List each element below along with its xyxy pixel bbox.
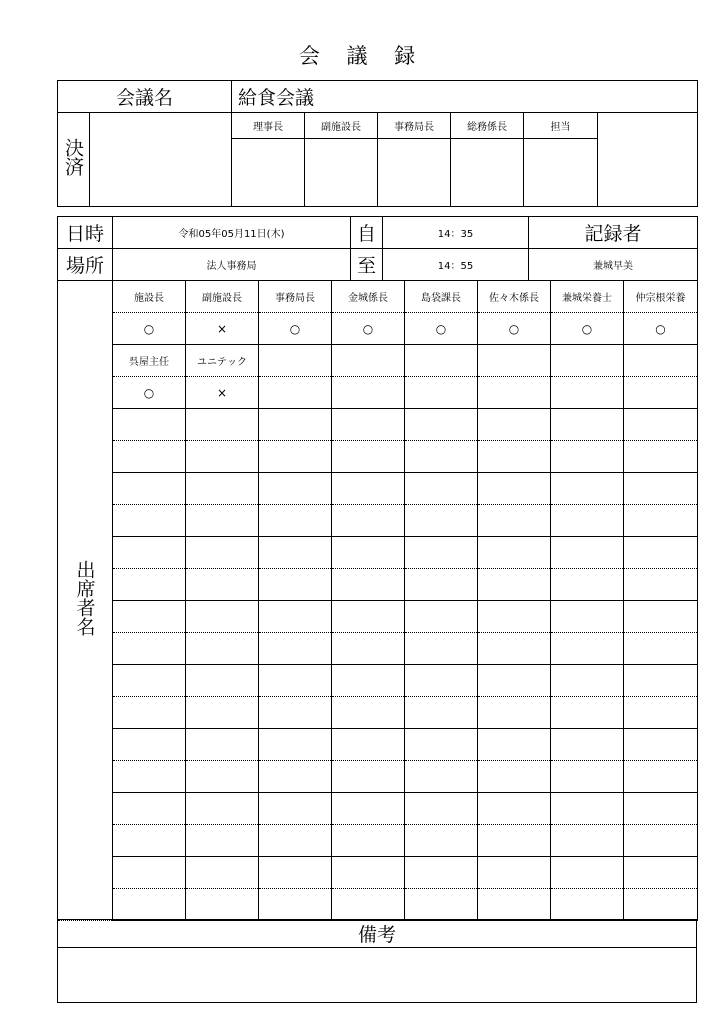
attendee-name-cell[interactable]	[551, 409, 624, 441]
attendee-name-cell[interactable]	[186, 729, 259, 761]
attendance-mark-cell[interactable]	[624, 505, 698, 537]
attendance-mark-cell[interactable]	[186, 697, 259, 729]
attendee-name-cell[interactable]	[405, 729, 478, 761]
attendance-mark-cell[interactable]	[259, 505, 332, 537]
attendee-name-cell[interactable]	[405, 665, 478, 697]
attendance-mark-cell[interactable]	[332, 697, 405, 729]
attendee-name-cell[interactable]	[186, 473, 259, 505]
attendance-mark-cell[interactable]	[113, 441, 186, 473]
attendance-mark-cell[interactable]	[405, 761, 478, 793]
attendee-name-cell[interactable]	[405, 345, 478, 377]
attendance-mark-cell[interactable]	[551, 569, 624, 601]
attendee-name-cell[interactable]	[332, 665, 405, 697]
attendee-name-cell[interactable]	[405, 473, 478, 505]
attendee-name-cell[interactable]	[405, 857, 478, 889]
attendance-mark-cell[interactable]	[478, 569, 551, 601]
stamp-box[interactable]	[378, 139, 451, 207]
attendee-name-cell[interactable]	[624, 409, 698, 441]
attendee-name-cell[interactable]	[551, 345, 624, 377]
attendee-name-cell[interactable]	[624, 793, 698, 825]
attendee-name-cell[interactable]	[113, 537, 186, 569]
attendance-mark-cell[interactable]	[113, 761, 186, 793]
attendance-mark-cell[interactable]	[186, 633, 259, 665]
attendee-name-cell[interactable]	[624, 345, 698, 377]
attendees-label: 出席者名	[58, 281, 113, 921]
attendee-name-cell[interactable]	[624, 857, 698, 889]
attendee-name-cell[interactable]	[332, 409, 405, 441]
attendance-mark-cell[interactable]	[551, 633, 624, 665]
attendance-mark-cell[interactable]	[332, 377, 405, 409]
remarks-area[interactable]	[58, 948, 697, 1003]
attendance-mark-cell[interactable]	[186, 761, 259, 793]
attendance-mark-cell[interactable]	[405, 697, 478, 729]
attendee-name-cell[interactable]	[186, 537, 259, 569]
attendee-name-cell[interactable]	[186, 665, 259, 697]
attendance-mark-cell[interactable]: ○	[332, 313, 405, 345]
attendee-name-cell[interactable]	[624, 601, 698, 633]
attendee-name-cell[interactable]	[332, 601, 405, 633]
attendee-name-cell[interactable]	[478, 857, 551, 889]
attendee-name-cell[interactable]	[113, 409, 186, 441]
attendee-name-cell[interactable]	[478, 537, 551, 569]
attendee-name-cell[interactable]	[551, 857, 624, 889]
attendance-mark-cell[interactable]	[259, 889, 332, 921]
attendee-name-cell[interactable]: 仲宗根栄養	[624, 281, 698, 313]
attendance-mark-cell[interactable]	[186, 505, 259, 537]
attendance-mark-cell[interactable]	[478, 697, 551, 729]
attendee-name-cell[interactable]	[405, 601, 478, 633]
attendance-mark-cell[interactable]	[113, 505, 186, 537]
attendee-name-cell[interactable]: 佐々木係長	[478, 281, 551, 313]
attendance-mark-cell[interactable]	[186, 825, 259, 857]
attendee-name-cell[interactable]	[624, 665, 698, 697]
attendee-name-cell[interactable]	[551, 665, 624, 697]
approval-role: 事務局長	[378, 113, 451, 139]
attendee-name-cell[interactable]	[332, 793, 405, 825]
attendee-name-cell[interactable]	[551, 793, 624, 825]
attendance-mark-cell[interactable]	[405, 569, 478, 601]
approval-role: 担当	[524, 113, 598, 139]
attendee-name-cell[interactable]	[113, 473, 186, 505]
attendee-name-cell[interactable]	[332, 537, 405, 569]
remarks-table	[57, 919, 697, 1003]
attendance-mark-cell[interactable]	[551, 505, 624, 537]
attendance-mark-cell[interactable]: ×	[186, 377, 259, 409]
place-label: 場所	[58, 249, 113, 281]
attendance-mark-cell[interactable]	[551, 889, 624, 921]
approval-blank	[598, 113, 698, 207]
stamp-box[interactable]	[305, 139, 378, 207]
attendance-mark-cell[interactable]: ○	[259, 313, 332, 345]
attendee-name-cell[interactable]	[259, 793, 332, 825]
attendance-mark-cell[interactable]	[332, 633, 405, 665]
end-time[interactable]: 14：55	[383, 249, 529, 281]
attendance-mark-cell[interactable]	[478, 377, 551, 409]
attendee-name-cell[interactable]	[186, 409, 259, 441]
attendee-name-cell[interactable]	[478, 601, 551, 633]
attendance-mark-cell[interactable]	[332, 569, 405, 601]
attendee-name-cell[interactable]: 金城係長	[332, 281, 405, 313]
attendance-mark-cell[interactable]	[624, 569, 698, 601]
attendee-name-cell[interactable]	[332, 473, 405, 505]
attendance-mark-cell[interactable]: ○	[113, 313, 186, 345]
approval-role: 理事長	[232, 113, 305, 139]
attendee-name-cell[interactable]	[624, 473, 698, 505]
attendance-mark-cell[interactable]	[478, 761, 551, 793]
attendee-name-cell[interactable]	[551, 473, 624, 505]
attendance-mark-cell[interactable]	[478, 633, 551, 665]
info-table	[57, 216, 698, 281]
attendee-name-cell[interactable]	[332, 729, 405, 761]
attendance-mark-cell[interactable]	[259, 441, 332, 473]
attendance-mark-cell[interactable]	[551, 377, 624, 409]
attendee-name-cell[interactable]	[113, 665, 186, 697]
attendee-name-cell[interactable]	[478, 473, 551, 505]
attendee-name-cell[interactable]	[186, 793, 259, 825]
attendance-mark-cell[interactable]	[551, 441, 624, 473]
datetime-value[interactable]: 令和05年05月11日(木)	[113, 217, 351, 249]
attendance-mark-cell[interactable]	[259, 377, 332, 409]
attendee-name-cell[interactable]: 島袋課長	[405, 281, 478, 313]
approval-role: 総務係長	[451, 113, 524, 139]
attendee-name-cell[interactable]: 兼城栄養士	[551, 281, 624, 313]
attendee-name-cell[interactable]	[478, 793, 551, 825]
attendee-name-cell[interactable]	[113, 793, 186, 825]
recorder-label: 記録者	[529, 217, 698, 249]
attendance-mark-cell[interactable]: ○	[624, 313, 698, 345]
attendee-name-cell[interactable]	[259, 409, 332, 441]
attendance-mark-cell[interactable]: ○	[478, 313, 551, 345]
attendance-mark-cell[interactable]	[186, 569, 259, 601]
attendee-name-cell[interactable]	[478, 665, 551, 697]
attendance-mark-cell[interactable]	[113, 697, 186, 729]
attendance-mark-cell[interactable]	[332, 761, 405, 793]
attendance-mark-cell[interactable]	[405, 825, 478, 857]
attendee-name-cell[interactable]	[259, 345, 332, 377]
attendees-table	[57, 280, 698, 921]
attendance-mark-cell[interactable]	[186, 889, 259, 921]
attendance-mark-cell[interactable]	[259, 761, 332, 793]
attendee-name-cell[interactable]	[478, 729, 551, 761]
attendance-mark-cell[interactable]: ○	[113, 377, 186, 409]
attendee-name-cell[interactable]	[259, 857, 332, 889]
attendance-mark-cell[interactable]: ○	[551, 313, 624, 345]
attendee-name-cell[interactable]: ユニテック	[186, 345, 259, 377]
attendee-name-cell[interactable]: 事務局長	[259, 281, 332, 313]
meeting-name-label: 会議名	[58, 81, 232, 113]
attendee-name-cell[interactable]: 施設長	[113, 281, 186, 313]
attendee-name-cell[interactable]	[259, 601, 332, 633]
end-label: 至	[351, 249, 383, 281]
stamp-box[interactable]	[524, 139, 598, 207]
datetime-label: 日時	[58, 217, 113, 249]
attendee-name-cell[interactable]: 副施設長	[186, 281, 259, 313]
attendance-mark-cell[interactable]	[551, 697, 624, 729]
attendance-mark-cell[interactable]	[405, 377, 478, 409]
attendance-mark-cell[interactable]: ×	[186, 313, 259, 345]
place-value[interactable]: 法人事務局	[113, 249, 351, 281]
attendance-mark-cell[interactable]	[113, 889, 186, 921]
attendee-name-cell[interactable]	[405, 409, 478, 441]
attendance-mark-cell[interactable]	[332, 441, 405, 473]
attendee-name-cell[interactable]	[259, 537, 332, 569]
approval-blank	[90, 113, 232, 207]
attendance-mark-cell[interactable]	[332, 825, 405, 857]
attendance-mark-cell[interactable]	[186, 441, 259, 473]
attendance-mark-cell[interactable]	[405, 889, 478, 921]
attendance-mark-cell[interactable]	[259, 569, 332, 601]
attendee-name-cell[interactable]	[113, 729, 186, 761]
attendance-mark-cell[interactable]	[113, 633, 186, 665]
header-table	[57, 80, 698, 207]
attendance-mark-cell[interactable]	[624, 889, 698, 921]
attendee-name-cell[interactable]: 呉屋主任	[113, 345, 186, 377]
attendee-name-cell[interactable]	[551, 537, 624, 569]
recorder-value[interactable]: 兼城早美	[529, 249, 698, 281]
attendee-name-cell[interactable]	[405, 793, 478, 825]
attendee-name-cell[interactable]	[478, 409, 551, 441]
attendance-mark-cell[interactable]	[624, 633, 698, 665]
attendee-name-cell[interactable]	[113, 857, 186, 889]
attendance-mark-cell[interactable]	[478, 505, 551, 537]
attendee-name-cell[interactable]	[332, 857, 405, 889]
attendance-mark-cell[interactable]	[405, 441, 478, 473]
attendance-mark-cell[interactable]	[332, 889, 405, 921]
attendance-mark-cell[interactable]	[478, 889, 551, 921]
attendance-mark-cell[interactable]	[624, 377, 698, 409]
attendee-name-cell[interactable]	[624, 537, 698, 569]
attendance-mark-cell[interactable]	[478, 825, 551, 857]
attendance-mark-cell[interactable]	[478, 441, 551, 473]
attendance-mark-cell[interactable]	[624, 441, 698, 473]
attendance-mark-cell[interactable]	[624, 697, 698, 729]
attendee-name-cell[interactable]	[478, 345, 551, 377]
stamp-box[interactable]	[232, 139, 305, 207]
start-label: 自	[351, 217, 383, 249]
attendance-mark-cell[interactable]: ○	[405, 313, 478, 345]
attendee-name-cell[interactable]	[551, 729, 624, 761]
attendance-mark-cell[interactable]	[405, 505, 478, 537]
attendee-name-cell[interactable]	[113, 601, 186, 633]
attendance-mark-cell[interactable]	[332, 505, 405, 537]
approval-role: 副施設長	[305, 113, 378, 139]
attendance-mark-cell[interactable]	[405, 633, 478, 665]
attendee-name-cell[interactable]	[332, 345, 405, 377]
attendance-mark-cell[interactable]	[113, 569, 186, 601]
attendee-name-cell[interactable]	[186, 601, 259, 633]
attendance-mark-cell[interactable]	[551, 825, 624, 857]
attendee-name-cell[interactable]	[551, 601, 624, 633]
attendee-name-cell[interactable]	[259, 665, 332, 697]
remarks-label: 備考	[58, 920, 697, 948]
attendee-name-cell[interactable]	[624, 729, 698, 761]
attendance-mark-cell[interactable]	[259, 825, 332, 857]
approval-label: 決済	[58, 113, 90, 207]
stamp-box[interactable]	[451, 139, 524, 207]
page-title: 会 議 録	[298, 44, 426, 68]
start-time[interactable]: 14：35	[383, 217, 529, 249]
attendance-mark-cell[interactable]	[113, 825, 186, 857]
attendance-mark-cell[interactable]	[551, 761, 624, 793]
attendee-name-cell[interactable]	[259, 729, 332, 761]
attendance-mark-cell[interactable]	[624, 825, 698, 857]
attendance-mark-cell[interactable]	[259, 697, 332, 729]
attendance-mark-cell[interactable]	[259, 633, 332, 665]
meeting-name-value[interactable]: 給食会議	[232, 81, 698, 113]
attendee-name-cell[interactable]	[405, 537, 478, 569]
attendee-name-cell[interactable]	[186, 857, 259, 889]
attendance-mark-cell[interactable]	[624, 761, 698, 793]
attendee-name-cell[interactable]	[259, 473, 332, 505]
